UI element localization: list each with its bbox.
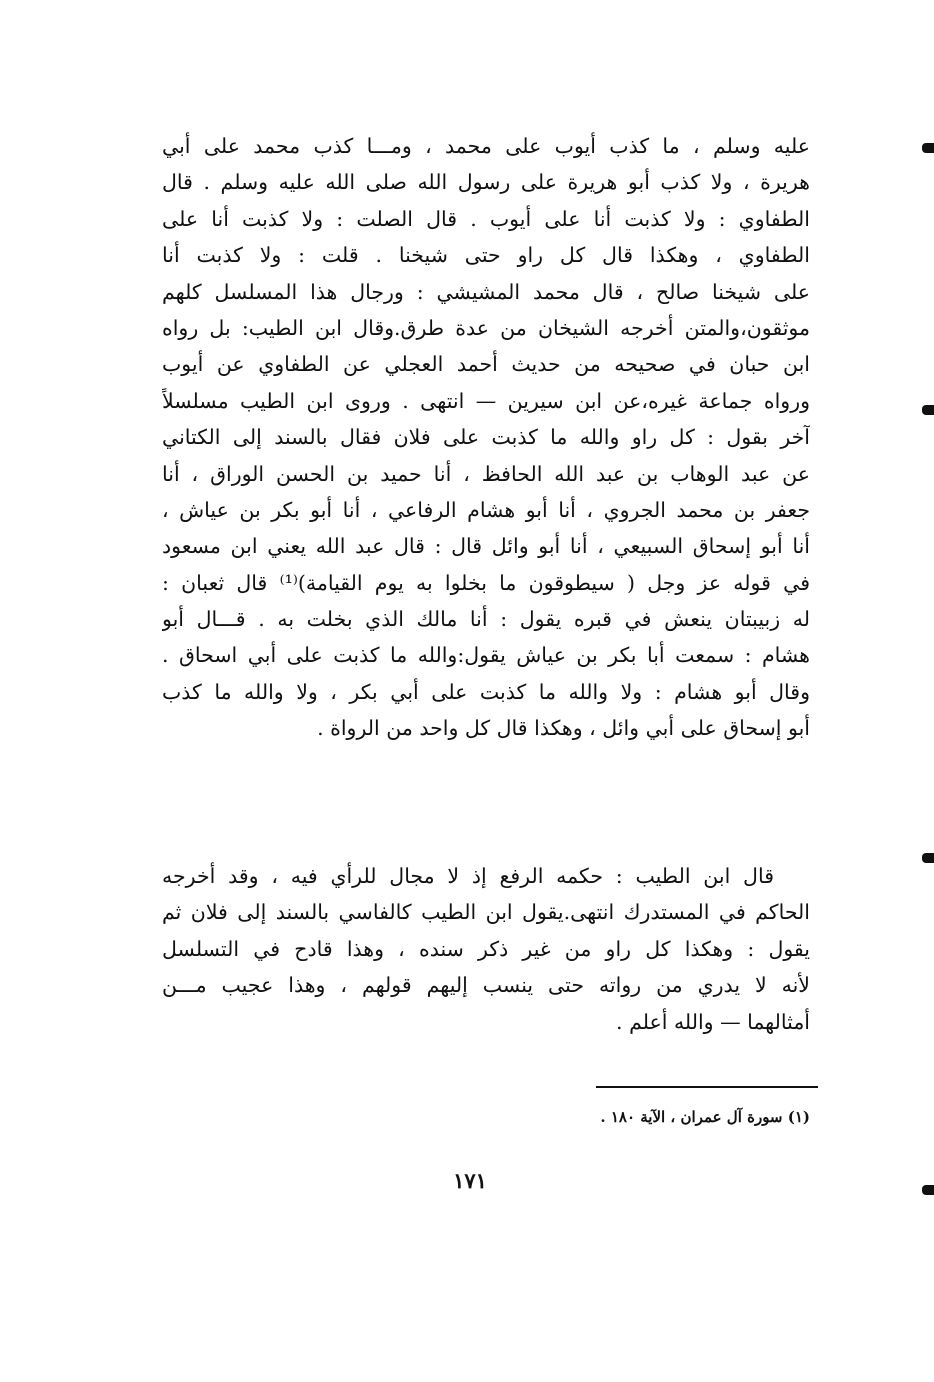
text-line: الطفاوي ، وهكذا قال كل راو حتى شيخنا . قلت : ولا كذبت أنا xyxy=(162,243,810,268)
text-line: ابن حبان في صحيحه من حديث أحمد العجلي عن الطفاوي عن أيوب xyxy=(162,352,810,377)
main-paragraph xyxy=(162,128,810,747)
scan-edge-mark xyxy=(922,853,934,863)
text-line: أمثالهما — والله أعلم . xyxy=(616,1009,810,1034)
text-line: أبو إسحاق على أبي وائل ، وهكذا قال كل واحد من الرواة . xyxy=(317,716,810,741)
text-line: له زبيبتان ينعش في قبره يقول : أنا مالك الذي بخلت به . قـــال أبو xyxy=(162,607,810,632)
text-line: أنا أبو إسحاق السبيعي ، أنا أبو وائل قال : قال عبد الله يعني ابن مسعود xyxy=(162,534,810,559)
text-line: موثقون،والمتن أخرجه الشيخان من عدة طرق.وقال ابن الطيب: بل رواه xyxy=(162,315,810,340)
text-line: وقال أبو هشام : ولا والله ما كذبت على أبي بكر ، ولا والله ما كذب xyxy=(162,679,810,704)
text-line: الحاكم في المستدرك انتهى.يقول ابن الطيب كالفاسي بالسند إلى فلان ثم xyxy=(162,900,810,925)
text-line: آخر بقول : كل راو والله ما كذبت على فلان فقال بالسند إلى الكتاني xyxy=(162,425,810,450)
scan-edge-mark xyxy=(922,405,934,415)
second-paragraph xyxy=(162,858,810,1040)
text-line: قال ابن الطيب : حكمه الرفع إذ لا مجال للرأي فيه ، وقد أخرجه xyxy=(162,864,774,888)
text-line: عن عبد الوهاب بن عبد الله الحافظ ، أنا حميد بن الحسن الوراق ، أنا xyxy=(162,461,810,486)
footnote: (١) سورة آل عمران ، الآية ١٨٠ . xyxy=(600,1108,810,1126)
text-line: عليه وسلم ، ما كذب أيوب على محمد ، ومـــا كذب محمد على أبي xyxy=(162,134,810,158)
text-line: لأنه لا يدري من رواته حتى ينسب إليهم قولهم ، وهذا عجيب مـــن xyxy=(162,973,810,998)
scan-edge-mark xyxy=(922,1185,934,1195)
text-line: في قوله عز وجل ( سيطوقون ما بخلوا به يوم القيامة)⁽¹⁾ قال ثعبان : xyxy=(162,570,810,595)
text-line: على شيخنا صالح ، قال محمد المشيشي : ورجال هذا المسلسل كلهم xyxy=(162,279,810,304)
text-line: جعفر بن محمد الجروي ، أنا أبو هشام الرفاعي ، أنا أبو بكر بن عياش ، xyxy=(162,497,810,522)
text-line: هريرة ، ولا كذب أبو هريرة على رسول الله صلى الله عليه وسلم . قال xyxy=(162,170,810,195)
scan-edge-mark xyxy=(922,143,934,153)
text-line: ورواه جماعة غيره،عن ابن سيرين — انتهى . وروى ابن الطيب مسلسلاً xyxy=(162,388,810,413)
footnote-divider xyxy=(596,1086,818,1088)
text-line: الطفاوي : ولا كذبت أنا على أيوب . قال الصلت : ولا كذبت أنا على xyxy=(162,206,810,231)
text-line: يقول : وهكذا كل راو من غير ذكر سنده ، وهذا قادح في التسلسل xyxy=(162,936,810,961)
page-number: ١٧١ xyxy=(453,1168,487,1193)
text-line: هشام : سمعت أبا بكر بن عياش يقول:والله ما كذبت على أبي اسحاق . xyxy=(162,643,810,668)
